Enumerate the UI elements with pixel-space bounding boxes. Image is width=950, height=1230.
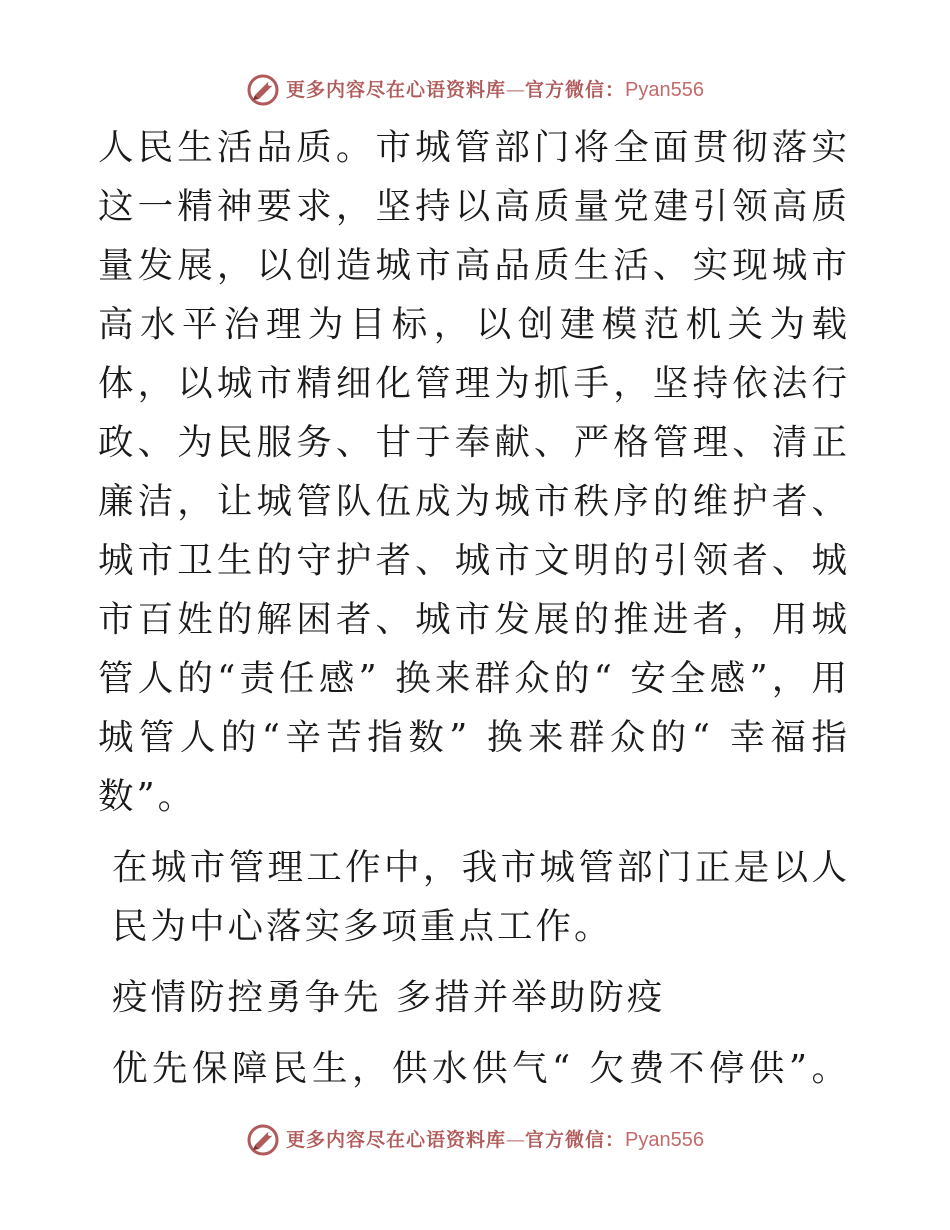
banner-account: Pyan556 bbox=[625, 1129, 704, 1151]
header-banner-text bbox=[286, 80, 704, 100]
section-heading: 疫情防控勇争先 多措并举助防疫 bbox=[112, 977, 666, 1018]
banner-separator: — bbox=[506, 79, 526, 101]
paragraph-2: 在城市管理工作中，我市城管部门正是以人民为中心落实多项重点工作。 bbox=[112, 847, 850, 947]
footer-banner-text bbox=[286, 1130, 704, 1150]
banner-title: 更多内容尽在心语资料库 bbox=[286, 1129, 507, 1151]
banner-official-label: 官方微信： bbox=[525, 1129, 626, 1151]
pen-logo-icon bbox=[246, 1123, 280, 1157]
banner-account: Pyan556 bbox=[625, 79, 704, 101]
banner-separator: — bbox=[506, 1129, 526, 1151]
header-watermark-banner bbox=[0, 70, 950, 110]
paragraph-3: 优先保障民生，供水供气“ 欠费不停供”。 bbox=[112, 1048, 850, 1089]
banner-title: 更多内容尽在心语资料库 bbox=[286, 79, 507, 101]
footer-watermark-banner bbox=[0, 1120, 950, 1160]
document-body bbox=[98, 118, 850, 1098]
banner-official-label: 官方微信： bbox=[525, 79, 626, 101]
pen-logo-icon bbox=[246, 73, 280, 107]
paragraph-1: 人民生活品质。市城管部门将全面贯彻落实这一精神要求，坚持以高质量党建引领高质量发展，以创造城市高品质生活、实现城市高水平治理为目标，以创建模范机关为载体，以城市精细化管理为抓手，坚持依法行政、为民服务、甘于奉献、严格管理、清正廉洁，让城管队伍成为城市秩序的维护者、城市卫生的守护者、城市文明的引领者、城市百姓的解困者、城市发展的推进者，用城管人的“责任感” 换来群众的“ 安全感”，用城管人的“辛苦指数” 换来群众的“ 幸福指数”。 bbox=[98, 127, 850, 817]
